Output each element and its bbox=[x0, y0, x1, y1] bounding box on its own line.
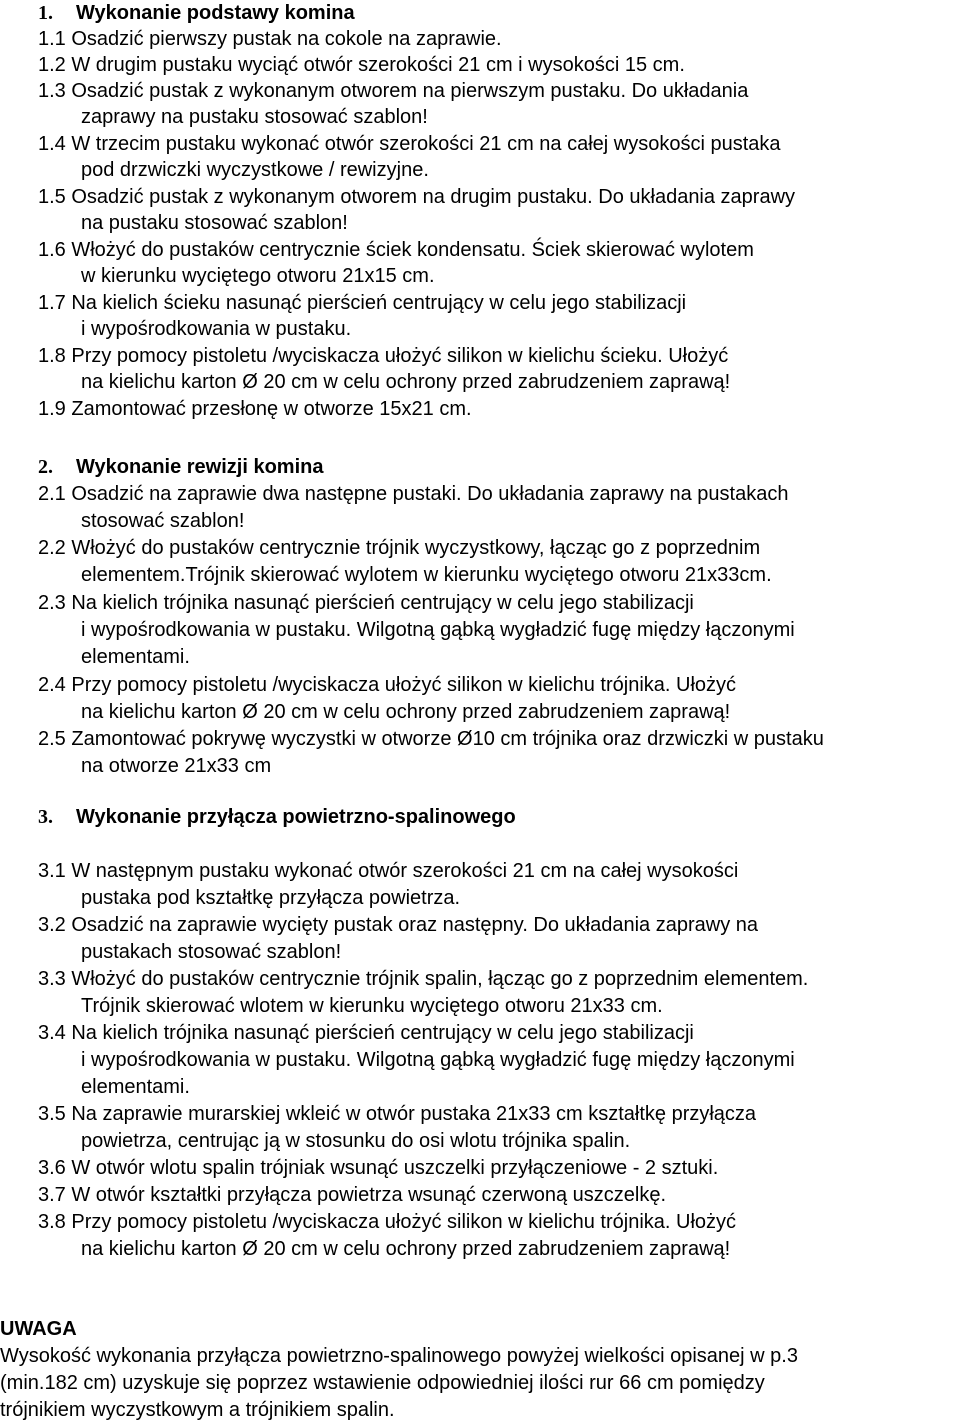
note-line: Wysokość wykonania przyłącza powietrzno-spalinowego powyżej wielkości opisanej w p.3 bbox=[0, 1345, 798, 1367]
text-line: na otworze 21x33 cm bbox=[81, 755, 272, 777]
text-line: na kielichu karton Ø 20 cm w celu ochrony przed zabrudzeniem zaprawą! bbox=[81, 371, 731, 393]
text-line: 2.3 Na kielich trójnika nasunąć pierścień centrujący w celu jego stabilizacji bbox=[38, 592, 694, 614]
section-2-number: 2. bbox=[38, 456, 53, 478]
text-line: 2.2 Włożyć do pustaków centrycznie trójnik wyczystkowy, łącząc go z poprzednim bbox=[38, 537, 761, 559]
text-line: Trójnik skierować wlotem w kierunku wyciętego otworu 21x33 cm. bbox=[81, 995, 663, 1017]
text-line: 1.9 Zamontować przesłonę w otworze 15x21 cm. bbox=[38, 398, 472, 420]
text-line: na kielichu karton Ø 20 cm w celu ochrony przed zabrudzeniem zaprawą! bbox=[81, 1238, 731, 1260]
note-line: (min.182 cm) uzyskuje się poprzez wstawienie odpowiedniej ilości rur 66 cm pomiędzy bbox=[0, 1372, 765, 1394]
text-line: 1.2 W drugim pustaku wyciąć otwór szerokości 21 cm i wysokości 15 cm. bbox=[38, 54, 685, 76]
text-line: 1.4 W trzecim pustaku wykonać otwór szerokości 21 cm na całej wysokości pustaka bbox=[38, 133, 781, 155]
text-line: 1.5 Osadzić pustak z wykonanym otworem na drugim pustaku. Do układania zaprawy bbox=[38, 186, 796, 208]
text-line: i wypośrodkowania w pustaku. Wilgotną gąbką wygładzić fugę między łączonymi bbox=[81, 619, 795, 641]
text-line: 3.6 W otwór wlotu spalin trójniak wsunąć uszczelki przyłączeniowe - 2 sztuki. bbox=[38, 1157, 719, 1179]
text-line: stosować szablon! bbox=[81, 510, 245, 532]
text-line: 3.8 Przy pomocy pistoletu /wyciskacza ułożyć silikon w kielichu trójnika. Ułożyć bbox=[38, 1211, 737, 1233]
section-3-title: Wykonanie przyłącza powietrzno-spalinowego bbox=[76, 806, 516, 828]
note-title: UWAGA bbox=[0, 1318, 77, 1340]
section-2-heading bbox=[38, 454, 323, 480]
text-line: na pustaku stosować szablon! bbox=[81, 212, 348, 234]
text-line: pustaka pod kształtkę przyłącza powietrza. bbox=[81, 887, 461, 909]
text-line: pod drzwiczki wyczystkowe / rewizyjne. bbox=[81, 159, 429, 181]
text-line: elementami. bbox=[81, 1076, 190, 1098]
text-line: 2.5 Zamontować pokrywę wyczystki w otworze Ø10 cm trójnika oraz drzwiczki w pustaku bbox=[38, 728, 824, 750]
text-line: 2.4 Przy pomocy pistoletu /wyciskacza ułożyć silikon w kielichu trójnika. Ułożyć bbox=[38, 674, 737, 696]
section-1-heading bbox=[38, 0, 355, 26]
text-line: 3.7 W otwór kształtki przyłącza powietrza wsunąć czerwoną uszczelkę. bbox=[38, 1184, 667, 1206]
section-1-title: Wykonanie podstawy komina bbox=[76, 2, 355, 24]
text-line: powietrza, centrując ją w stosunku do osi wlotu trójnika spalin. bbox=[81, 1130, 631, 1152]
text-line: elementami. bbox=[81, 646, 190, 668]
note-line: trójnikiem wyczystkowym a trójnikiem spalin. bbox=[0, 1399, 395, 1421]
text-line: na kielichu karton Ø 20 cm w celu ochrony przed zabrudzeniem zaprawą! bbox=[81, 701, 731, 723]
text-line: zaprawy na pustaku stosować szablon! bbox=[81, 106, 428, 128]
text-line: elementem.Trójnik skierować wylotem w kierunku wyciętego otworu 21x33cm. bbox=[81, 564, 772, 586]
section-1-number: 1. bbox=[38, 2, 53, 24]
text-line: i wypośrodkowania w pustaku. bbox=[81, 318, 352, 340]
text-line: 2.1 Osadzić na zaprawie dwa następne pustaki. Do układania zaprawy na pustakach bbox=[38, 483, 789, 505]
text-line: 1.6 Włożyć do pustaków centrycznie ściek kondensatu. Ściek skierować wylotem bbox=[38, 239, 754, 261]
text-line: 3.5 Na zaprawie murarskiej wkleić w otwór pustaka 21x33 cm kształtkę przyłącza bbox=[38, 1103, 757, 1125]
text-line: i wypośrodkowania w pustaku. Wilgotną gąbką wygładzić fugę między łączonymi bbox=[81, 1049, 795, 1071]
text-line: 3.1 W następnym pustaku wykonać otwór szerokości 21 cm na całej wysokości bbox=[38, 860, 739, 882]
text-line: 1.8 Przy pomocy pistoletu /wyciskacza ułożyć silikon w kielichu ścieku. Ułożyć bbox=[38, 345, 729, 367]
text-line: 3.4 Na kielich trójnika nasunąć pierścień centrujący w celu jego stabilizacji bbox=[38, 1022, 694, 1044]
text-line: 1.3 Osadzić pustak z wykonanym otworem na pierwszym pustaku. Do układania bbox=[38, 80, 749, 102]
text-line: 1.7 Na kielich ścieku nasunąć pierścień centrujący w celu jego stabilizacji bbox=[38, 292, 687, 314]
text-line: w kierunku wyciętego otworu 21x15 cm. bbox=[81, 265, 435, 287]
text-line: pustakach stosować szablon! bbox=[81, 941, 342, 963]
section-3-number: 3. bbox=[38, 806, 53, 828]
section-2-title: Wykonanie rewizji komina bbox=[76, 456, 324, 478]
text-line: 3.2 Osadzić na zaprawie wycięty pustak oraz następny. Do układania zaprawy na bbox=[38, 914, 759, 936]
section-3-heading bbox=[38, 804, 516, 830]
text-line: 3.3 Włożyć do pustaków centrycznie trójnik spalin, łącząc go z poprzednim elementem. bbox=[38, 968, 809, 990]
text-line: 1.1 Osadzić pierwszy pustak na cokole na zaprawie. bbox=[38, 28, 502, 50]
